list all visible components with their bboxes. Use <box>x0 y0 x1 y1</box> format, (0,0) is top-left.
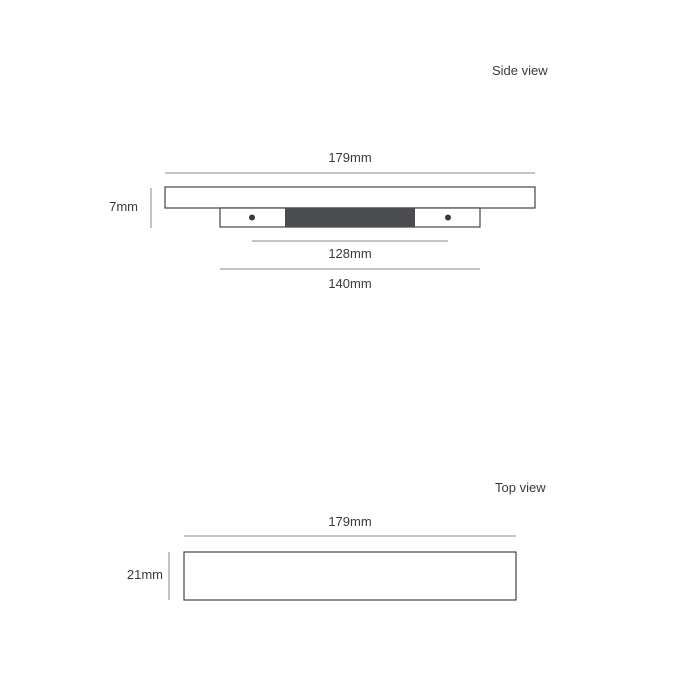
side-overall-length-label: 179mm <box>328 150 372 165</box>
side-height-label: 7mm <box>109 199 138 214</box>
handle-top-outline <box>184 552 516 600</box>
base-length-label: 140mm <box>328 276 372 291</box>
hole-spacing-label: 128mm <box>328 246 372 261</box>
handle-dark-insert <box>285 208 415 227</box>
screw-hole-right <box>445 215 451 221</box>
handle-top-bar <box>165 187 535 208</box>
top-view-title: Top view <box>495 480 546 495</box>
top-depth-label: 21mm <box>126 567 163 582</box>
side-view-title: Side view <box>492 63 548 78</box>
screw-hole-left <box>249 215 255 221</box>
top-overall-length-label: 179mm <box>328 514 372 529</box>
